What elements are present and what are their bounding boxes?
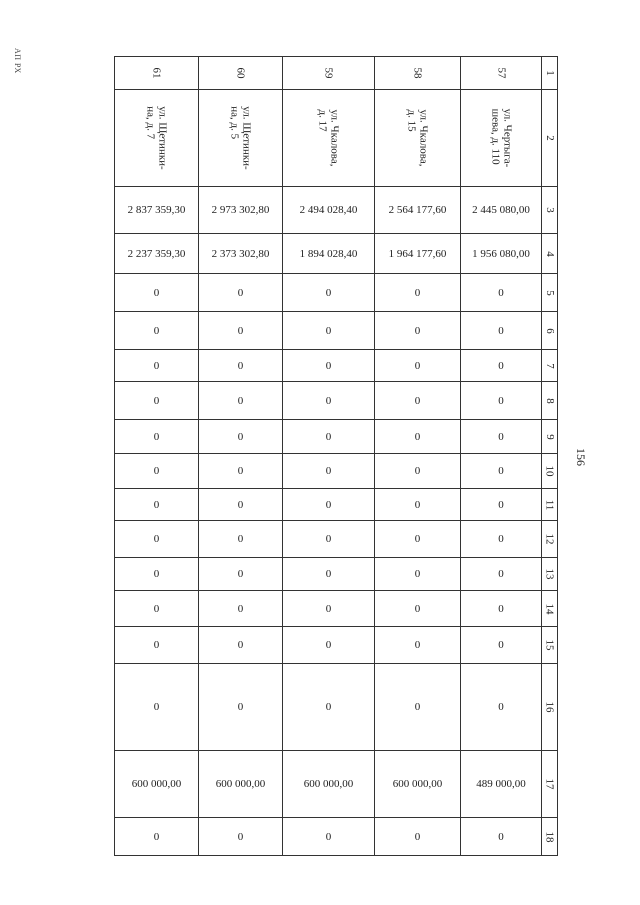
cell-value: 0	[498, 533, 504, 545]
cell-value: 0	[414, 568, 421, 580]
cell-value: 0	[414, 394, 421, 407]
table-cell	[461, 558, 542, 591]
table-cell	[283, 818, 375, 856]
table-cell	[199, 274, 283, 312]
cell-value: 1 964 177,60	[388, 247, 447, 260]
table-cell	[199, 234, 283, 274]
table-cell	[115, 57, 199, 90]
table-cell	[375, 420, 461, 454]
table-cell	[199, 187, 283, 234]
cell-value: 0	[153, 465, 160, 477]
column-index: 7	[543, 362, 556, 369]
table-cell	[115, 591, 199, 627]
cell-value: 0	[498, 498, 504, 511]
table-cell	[375, 521, 461, 558]
cell-value: 0	[498, 701, 504, 713]
table-cell	[199, 57, 283, 90]
record-number: 61	[150, 67, 163, 79]
cell-value: 0	[325, 701, 332, 713]
table-cell	[115, 312, 199, 350]
table-cell	[461, 90, 542, 187]
table-cell	[199, 627, 283, 664]
cell-value: 0	[325, 639, 332, 651]
column-index-cell	[542, 818, 558, 856]
table-cell	[115, 454, 199, 489]
table-cell	[461, 751, 542, 818]
cell-value: 0	[498, 430, 504, 443]
cell-value: 2 494 028,40	[299, 204, 358, 216]
table-cell	[199, 350, 283, 382]
cell-value: 0	[153, 394, 160, 407]
table-cell	[461, 274, 542, 312]
cell-value: 2 564 177,60	[388, 204, 447, 216]
column-index: 4	[543, 250, 556, 257]
cell-value: 0	[498, 286, 504, 299]
table-cell	[199, 382, 283, 420]
cell-value: 0	[325, 286, 332, 299]
table-cell	[283, 90, 375, 187]
cell-value: 0	[237, 465, 244, 477]
table-cell	[283, 558, 375, 591]
table-cell	[115, 558, 199, 591]
table-cell	[115, 274, 199, 312]
table-row	[115, 627, 558, 664]
cell-value: 0	[498, 359, 504, 372]
cell-value: 2 837 359,30	[127, 204, 186, 216]
table-cell	[375, 664, 461, 751]
cell-value: 600 000,00	[215, 778, 266, 790]
column-index-cell	[542, 312, 558, 350]
cell-value: 1 956 080,00	[472, 247, 530, 260]
column-index: 9	[543, 433, 556, 440]
table-row	[115, 234, 558, 274]
cell-value: 0	[325, 430, 332, 443]
table-cell	[199, 558, 283, 591]
table-cell	[199, 489, 283, 521]
table-cell	[283, 591, 375, 627]
cell-value: 0	[237, 639, 244, 651]
table-cell	[461, 818, 542, 856]
table-cell	[283, 751, 375, 818]
table-row	[115, 187, 558, 234]
cell-value: 0	[498, 394, 504, 407]
column-index: 10	[543, 465, 556, 477]
table-cell	[461, 57, 542, 90]
table-cell	[461, 521, 542, 558]
column-index: 2	[543, 135, 556, 141]
table-cell	[115, 664, 199, 751]
table-cell	[375, 627, 461, 664]
cell-value: 0	[153, 498, 160, 511]
cell-value: 0	[237, 701, 244, 713]
cell-value: 0	[325, 394, 332, 407]
column-index-cell	[542, 57, 558, 90]
column-index-cell	[542, 489, 558, 521]
column-index-cell	[542, 558, 558, 591]
cell-value: 0	[498, 465, 504, 477]
cell-value: 0	[237, 830, 244, 843]
cell-value: 0	[414, 602, 421, 615]
table-cell	[461, 664, 542, 751]
table-cell	[199, 312, 283, 350]
table-row	[115, 489, 558, 521]
table-cell	[115, 350, 199, 382]
table-cell	[375, 818, 461, 856]
column-index: 14	[543, 603, 556, 614]
table-cell	[283, 274, 375, 312]
table-cell	[375, 274, 461, 312]
table-cell	[375, 751, 461, 818]
cell-value: 0	[153, 602, 160, 615]
column-index: 13	[543, 568, 556, 580]
column-index: 18	[543, 831, 556, 842]
table-row	[115, 420, 558, 454]
column-index: 1	[543, 70, 556, 76]
page-number: 156	[574, 448, 588, 466]
table-row	[115, 312, 558, 350]
table-row	[115, 818, 558, 856]
table-cell	[199, 818, 283, 856]
table-cell	[461, 234, 542, 274]
table-row	[115, 274, 558, 312]
address-label: ул. Чкалова, д. 17	[316, 109, 341, 167]
record-number: 57	[495, 67, 507, 79]
column-index: 8	[543, 397, 556, 404]
table-cell	[283, 454, 375, 489]
column-index-cell	[542, 420, 558, 454]
cell-value: 0	[414, 286, 421, 299]
cell-value: 0	[237, 286, 244, 299]
cell-value: 489 000,00	[476, 778, 526, 790]
table-cell	[283, 187, 375, 234]
table-cell	[375, 312, 461, 350]
table-cell	[283, 664, 375, 751]
column-index-cell	[542, 382, 558, 420]
cell-value: 0	[237, 568, 244, 580]
table-cell	[375, 57, 461, 90]
column-index: 12	[543, 533, 556, 545]
table-cell	[461, 312, 542, 350]
table-cell	[461, 187, 542, 234]
cell-value: 0	[153, 639, 160, 651]
cell-value: 2 973 302,80	[211, 204, 270, 216]
table-row	[115, 90, 558, 187]
column-index-cell	[542, 521, 558, 558]
table-cell	[461, 489, 542, 521]
record-number: 60	[234, 67, 247, 79]
table-cell	[375, 591, 461, 627]
cell-value: 0	[414, 324, 421, 337]
table-cell	[115, 489, 199, 521]
column-index: 6	[543, 327, 556, 334]
cell-value: 0	[325, 533, 332, 545]
column-index-cell	[542, 664, 558, 751]
cell-value: 0	[237, 533, 244, 545]
table-cell	[283, 521, 375, 558]
cell-value: 0	[414, 359, 421, 372]
column-index-cell	[542, 751, 558, 818]
cell-value: 2 445 080,00	[472, 204, 530, 216]
column-index-cell	[542, 454, 558, 489]
table-cell	[199, 420, 283, 454]
column-index-cell	[542, 350, 558, 382]
cell-value: 0	[325, 324, 332, 337]
table-cell	[115, 521, 199, 558]
table-row	[115, 454, 558, 489]
cell-value: 2 373 302,80	[211, 247, 270, 260]
table-cell	[115, 627, 199, 664]
cell-value: 0	[498, 324, 504, 337]
column-index: 17	[543, 778, 556, 790]
cell-value: 0	[498, 830, 504, 843]
table-cell	[199, 521, 283, 558]
cell-value: 0	[153, 533, 160, 545]
cell-value: 0	[237, 430, 244, 443]
cell-value: 0	[237, 394, 244, 407]
cell-value: 0	[325, 359, 332, 372]
cell-value: 0	[153, 430, 160, 443]
data-table	[114, 56, 558, 856]
cell-value: 0	[153, 286, 160, 299]
table-cell	[461, 350, 542, 382]
cell-value: 0	[325, 465, 332, 477]
table-cell	[375, 187, 461, 234]
table-cell	[375, 234, 461, 274]
table-cell	[283, 382, 375, 420]
table-cell	[199, 90, 283, 187]
address-label: ул. Чкалова, д. 15	[405, 109, 430, 167]
cell-value: 0	[325, 830, 332, 843]
table-cell	[283, 57, 375, 90]
table-cell	[115, 90, 199, 187]
table-cell	[283, 312, 375, 350]
record-number: 58	[411, 67, 424, 79]
table-row	[115, 664, 558, 751]
cell-value: 0	[498, 639, 504, 651]
column-index-cell	[542, 274, 558, 312]
table-cell	[461, 420, 542, 454]
column-index-cell	[542, 234, 558, 274]
table-cell	[283, 420, 375, 454]
table-cell	[199, 454, 283, 489]
cell-value: 0	[414, 533, 421, 545]
address-label: ул. Щетинки- на, д. 5	[228, 106, 253, 170]
table-row	[115, 558, 558, 591]
table-cell	[375, 454, 461, 489]
table-cell	[115, 751, 199, 818]
cell-value: 0	[237, 602, 244, 615]
table-cell	[375, 350, 461, 382]
column-index: 3	[543, 207, 556, 213]
table-row	[115, 350, 558, 382]
table-cell	[375, 558, 461, 591]
table-cell	[283, 234, 375, 274]
record-number: 59	[322, 67, 335, 79]
column-index: 11	[543, 499, 556, 510]
cell-value: 600 000,00	[392, 778, 443, 790]
cell-value: 0	[237, 498, 244, 511]
archive-corner-mark: АП РХ	[13, 48, 22, 74]
cell-value: 0	[498, 568, 504, 580]
cell-value: 0	[414, 639, 421, 651]
cell-value: 0	[237, 324, 244, 337]
table-cell	[115, 234, 199, 274]
cell-value: 0	[237, 359, 244, 372]
table-row	[115, 382, 558, 420]
table-cell	[283, 489, 375, 521]
cell-value: 0	[414, 465, 421, 477]
table-cell	[375, 90, 461, 187]
cell-value: 2 237 359,30	[127, 247, 186, 260]
table-cell	[375, 382, 461, 420]
cell-value: 0	[153, 359, 160, 372]
cell-value: 1 894 028,40	[299, 247, 358, 260]
table-cell	[283, 350, 375, 382]
cell-value: 0	[414, 830, 421, 843]
table-row	[115, 751, 558, 818]
table-cell	[115, 382, 199, 420]
table-cell	[375, 489, 461, 521]
table-cell	[283, 627, 375, 664]
table-cell	[115, 818, 199, 856]
table-cell	[115, 420, 199, 454]
column-index-cell	[542, 627, 558, 664]
cell-value: 0	[153, 568, 160, 580]
column-index-cell	[542, 187, 558, 234]
cell-value: 0	[414, 701, 421, 713]
column-index: 15	[543, 639, 556, 651]
table-cell	[461, 627, 542, 664]
cell-value: 0	[153, 324, 160, 337]
table-cell	[199, 591, 283, 627]
cell-value: 0	[414, 430, 421, 443]
cell-value: 0	[325, 568, 332, 580]
cell-value: 0	[414, 498, 421, 511]
table-row	[115, 521, 558, 558]
column-index: 16	[543, 701, 556, 713]
table-cell	[199, 664, 283, 751]
table-row	[115, 57, 558, 90]
cell-value: 600 000,00	[303, 778, 354, 790]
table-cell	[461, 454, 542, 489]
cell-value: 0	[153, 830, 160, 843]
cell-value: 600 000,00	[131, 778, 182, 790]
table-row	[115, 591, 558, 627]
address-label: ул. Щетинки- на, д. 7	[144, 106, 169, 170]
table-cell	[199, 751, 283, 818]
table-cell	[461, 591, 542, 627]
cell-value: 0	[325, 498, 332, 511]
table-cell	[115, 187, 199, 234]
column-index-cell	[542, 90, 558, 187]
cell-value: 0	[153, 701, 160, 713]
address-label: ул. Чертыга- шева, д. 110	[489, 108, 513, 168]
cell-value: 0	[498, 602, 504, 615]
column-index: 5	[543, 289, 556, 296]
table-cell	[461, 382, 542, 420]
column-index-cell	[542, 591, 558, 627]
cell-value: 0	[325, 602, 332, 615]
